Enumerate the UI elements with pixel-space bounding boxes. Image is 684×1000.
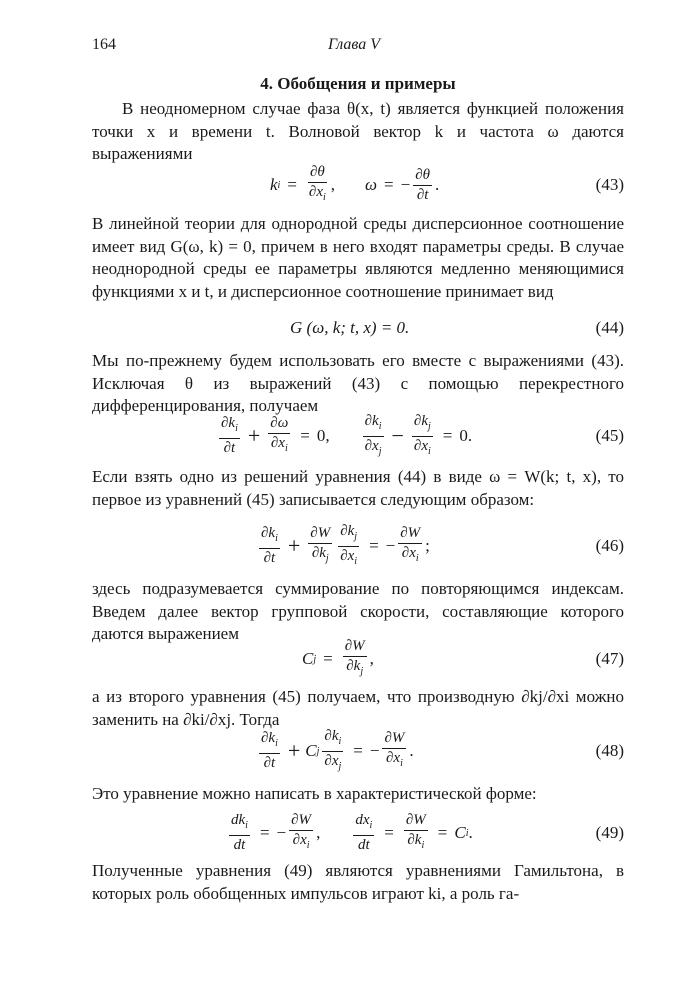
equation-45-formula: $\frac{\partial k_i}{\partial t}$ + $\frac{\partial\omega}{\partial x_i}$ = 0, $\frac{\partial k_i}{\partial x_j}$ − $\frac{\partial k_j}{\partial x_i}$ = 0. [221, 412, 473, 457]
paragraph-2: В линейной теории для однородной среды дисперсионное соотношение имеет вид G(ω, k) = 0, причем в него входят параметры среды. В случае неоднородной среды ее параметры являются медленно меняющимися функциями x и t, и дисперсионное соотношение принимает вид [92, 214, 624, 301]
paragraph-7: Это уравнение можно написать в характеристической форме: [92, 784, 537, 803]
equation-43-formula: k i = $\frac{\partial\theta}{\partial x_i}$ , ω = − $\frac{\partial\theta}{\partial t}$ . [270, 164, 440, 203]
equation-48 [92, 729, 624, 773]
equation-47-number: (47) [595, 649, 624, 668]
page-header [92, 36, 624, 58]
paragraph-3: Мы по-прежнему будем использовать его вместе с выражениями (43). Исключая θ из выражений (43) с помощью перекрестного дифференцирования, получаем [92, 351, 624, 415]
equation-44 [92, 306, 624, 350]
book-page [92, 0, 624, 1000]
equation-46-number: (46) [595, 536, 624, 555]
equation-48-formula: $\frac{\partial k_i}{\partial t}$ + C j $\frac{\partial k_i}{\partial x_j}$ = − $\frac{\partial W}{\partial x_i}$ . [261, 727, 414, 772]
equation-45 [92, 414, 624, 458]
equation-44-formula: G (ω, k; t, x) = 0. [290, 318, 410, 337]
paragraph-1: В неодномерном случае фаза θ(x, t) является функцией положения точки x и времени t. Волновой вектор k и частота ω даются выражениями [92, 99, 624, 163]
equation-49-formula: $\frac{dk_i}{dt}$ = − $\frac{\partial W}{\partial x_i}$ , $\frac{dx_i}{dt}$ = $\frac{\partial W}{\partial k_i}$ = C i . [231, 812, 473, 853]
equation-47-formula: C j = $\frac{\partial W}{\partial k_j}$ , [302, 638, 374, 677]
section-title: 4. Обобщения и примеры [260, 74, 456, 93]
paragraph-6: а из второго уравнения (45) получаем, что производную ∂kj/∂xi можно заменить на ∂ki/∂xj. Тогда [92, 687, 624, 729]
equation-49 [92, 811, 624, 855]
equation-44-number: (44) [595, 318, 624, 337]
equation-43-number: (43) [595, 175, 624, 194]
running-head: Глава V [328, 36, 381, 53]
equation-45-number: (45) [595, 426, 624, 445]
paragraph-8: Полученные уравнения (49) являются уравнениями Гамильтона, в которых роль обобщенных импульсов играют ki, а роль га- [92, 861, 624, 903]
paragraph-5: здесь подразумевается суммирование по повторяющимся индексам. Введем далее вектор групповой скорости, составляющие которого даются выражением [92, 579, 624, 643]
equation-46-formula: $\frac{\partial k_i}{\partial t}$ + $\frac{\partial W}{\partial k_j}$ $\frac{\partial k_j}{\partial x_i}$ = − $\frac{\partial W}{\partial x_i}$ ; [261, 522, 430, 567]
equation-47 [92, 637, 624, 681]
equation-48-number: (48) [595, 741, 624, 760]
page-number: 164 [92, 36, 116, 53]
paragraph-4: Если взять одно из решений уравнения (44) в виде ω = W(k; t, x), то первое из уравнений (45) записывается следующим образом: [92, 467, 624, 509]
equation-43 [92, 163, 624, 207]
equation-49-number: (49) [595, 823, 624, 842]
equation-46 [92, 524, 624, 568]
